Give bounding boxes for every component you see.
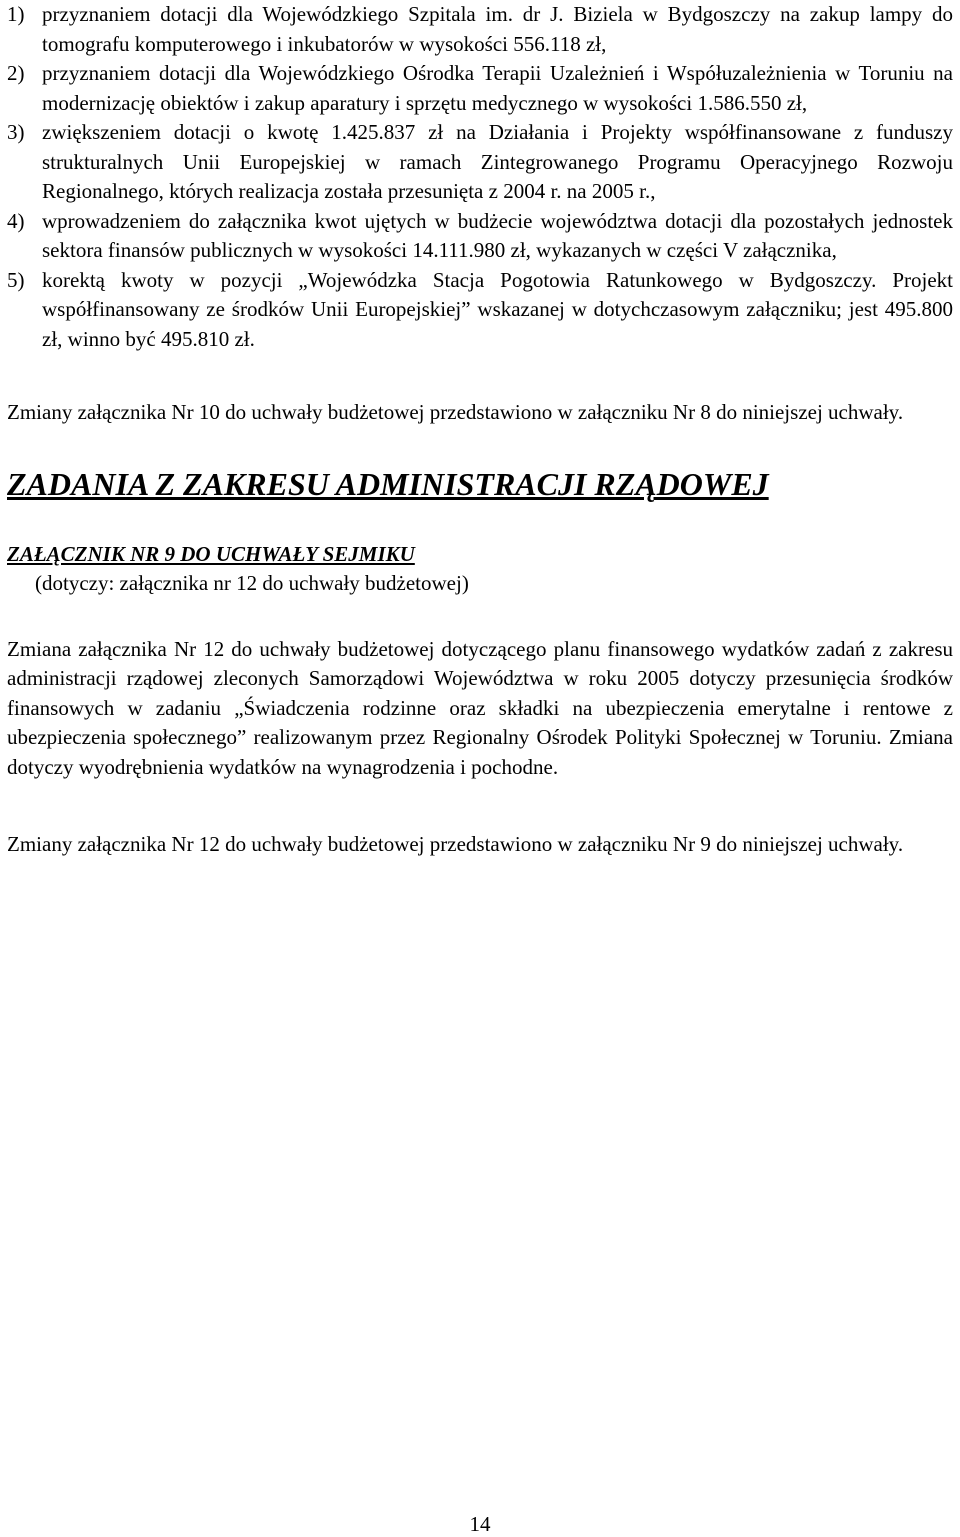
list-item <box>7 59 953 118</box>
list-item-text: korektą kwoty w pozycji „Wojewódzka Stacja Pogotowia Ratunkowego w Bydgoszczy. Projekt współfinansowany ze środków Unii Europejskiej” wskazanej w dotychczasowym załączniku; jest 495.800 zł, winno być 495.810 zł. <box>42 267 953 351</box>
list-item <box>7 0 953 59</box>
list-item-number: 3) <box>7 120 25 144</box>
spacer <box>7 428 953 464</box>
change-paragraph: Zmiana załącznika Nr 12 do uchwały budżetowej dotyczącego planu finansowego wydatków zadań z zakresu administracji rządowej zleconych Samorządowi Województwa w roku 2005 dotyczy przesunięcia środków finansowych w zadaniu „Świadczenia rodzinne oraz składki na ubezpieczenia emerytalne i rentowe z ubezpieczenia społecznego” realizowanym przez Regionalny Ośrodek Polityki Społecznej w Toruniu. Zmiana dotyczy wyodrębnienia wydatków na wynagrodzenia i pochodne. <box>7 636 953 779</box>
list-item-text: przyznaniem dotacji dla Wojewódzkiego Ośrodka Terapii Uzależnień i Współuzależnienia w Toruniu na modernizację obiektów i zakup aparatury i sprzętu medycznego w wysokości 1.586.550 zł, <box>42 61 953 115</box>
spacer <box>7 782 953 830</box>
spacer <box>7 599 953 635</box>
page-number: 14 <box>469 1512 491 1536</box>
spacer <box>7 504 953 540</box>
annex12-paragraph: Zmiany załącznika Nr 12 do uchwały budżetowej przedstawiono w załączniku Nr 9 do niniejszej uchwały. <box>7 832 904 856</box>
list-item-number: 4) <box>7 208 25 233</box>
list-item <box>7 207 953 266</box>
document-page <box>7 0 953 860</box>
list-item-text: zwiększeniem dotacji o kwotę 1.425.837 zł na Działania i Projekty współfinansowane z funduszy strukturalnych Unii Europejskiej w ramach Zintegrowanego Programu Operacyjnego Rozwoju Regionalnego, których realizacja została przesunięta z 2004 r. na 2005 r., <box>42 120 953 203</box>
list-item-number: 2) <box>7 61 25 85</box>
list-item <box>7 266 953 355</box>
spacer <box>7 354 953 398</box>
list-item-number: 1) <box>7 2 25 26</box>
section-title: ZADANIA Z ZAKRESU ADMINISTRACJI RZĄDOWEJ <box>7 465 769 502</box>
annex-subtitle: (dotyczy: załącznika nr 12 do uchwały budżetowej) <box>35 571 469 595</box>
annex-title: ZAŁĄCZNIK NR 9 DO UCHWAŁY SEJMIKU <box>7 541 415 566</box>
list-item-text: przyznaniem dotacji dla Wojewódzkiego Szpitala im. dr J. Biziela w Bydgoszczy na zakup lampy do tomografu komputerowego i inkubatorów w wysokości 556.118 zł, <box>42 2 953 56</box>
list-item <box>7 118 953 207</box>
annex10-paragraph: Zmiany załącznika Nr 10 do uchwały budżetowej przedstawiono w załączniku Nr 8 do niniejszej uchwały. <box>7 400 904 424</box>
list-item-text: wprowadzeniem do załącznika kwot ujętych w budżecie województwa dotacji dla pozostałych jednostek sektora finansów publicznych w wysokości 14.111.980 zł, wykazanych w części V załącznika, <box>42 208 953 262</box>
list-item-number: 5) <box>7 267 25 292</box>
